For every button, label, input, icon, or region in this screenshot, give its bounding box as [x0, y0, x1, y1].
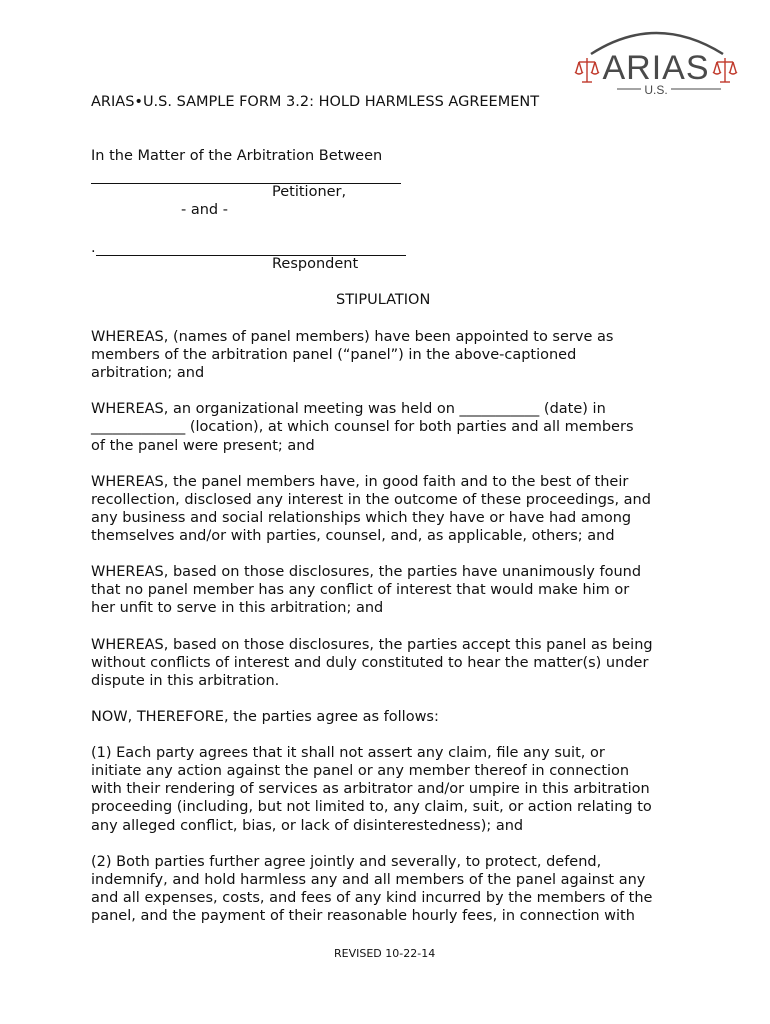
- paragraph-line: any alleged conflict, bias, or lack of disinterestedness); and: [91, 817, 524, 834]
- paragraph-line: dispute in this arbitration.: [91, 672, 280, 689]
- stipulation-body: [91, 328, 691, 943]
- paragraph-line: WHEREAS, an organizational meeting was held on ___________ (date) in: [91, 401, 606, 418]
- respondent-line-dot: .: [91, 240, 96, 256]
- paragraph-line: and all expenses, costs, and fees of any kind incurred by the members of the: [91, 889, 653, 906]
- paragraph-line: _____________ (location), at which counsel for both parties and all members: [91, 419, 634, 436]
- logo-subtext: U.S.: [644, 83, 668, 97]
- form-title: ARIAS•U.S. SAMPLE FORM 3.2: HOLD HARMLESS AGREEMENT: [91, 94, 540, 110]
- and-separator: - and -: [181, 202, 228, 218]
- revision-footer: REVISED 10-22-14: [334, 947, 436, 960]
- paragraph: [91, 473, 691, 545]
- paragraph-line: initiate any action against the panel or any member thereof in connection: [91, 763, 630, 780]
- paragraph: [91, 636, 691, 690]
- paragraph-line: without conflicts of interest and duly constituted to hear the matter(s) under: [91, 654, 649, 671]
- paragraph-line: (1) Each party agrees that it shall not assert any claim, file any suit, or: [91, 745, 605, 762]
- petitioner-label: Petitioner,: [272, 184, 347, 200]
- paragraph-line: WHEREAS, based on those disclosures, the parties have unanimously found: [91, 564, 642, 581]
- paragraph-line: arbitration; and: [91, 365, 205, 382]
- paragraph-line: themselves and/or with parties, counsel, and, as applicable, others; and: [91, 528, 615, 545]
- caption-intro: In the Matter of the Arbitration Between: [91, 148, 383, 164]
- paragraph-line: panel, and the payment of their reasonable hourly fees, in connection with: [91, 908, 635, 924]
- scales-of-justice-icon-left: [575, 58, 599, 82]
- paragraph: [91, 400, 691, 454]
- paragraph-line: of the panel were present; and: [91, 437, 315, 454]
- paragraph: [91, 744, 691, 834]
- paragraph-line: WHEREAS, (names of panel members) have been appointed to serve as: [91, 329, 614, 345]
- paragraph: [91, 563, 691, 617]
- respondent-blank-line: [96, 255, 406, 256]
- paragraph-line: WHEREAS, the panel members have, in good faith and to the best of their: [91, 473, 629, 490]
- scales-of-justice-icon-right: [713, 58, 737, 82]
- paragraph-line: NOW, THEREFORE, the parties agree as follows:: [91, 708, 439, 725]
- paragraph: [91, 853, 691, 925]
- paragraph-line: proceeding (including, but not limited to, any claim, suit, or action relating to: [91, 799, 652, 816]
- paragraph: [91, 708, 691, 726]
- paragraph-line: any business and social relationships which they have or have had among: [91, 509, 632, 526]
- petitioner-blank-line: [91, 183, 401, 184]
- paragraph-line: with their rendering of services as arbitrator and/or umpire in this arbitration: [91, 781, 650, 798]
- paragraph-line: (2) Both parties further agree jointly and severally, to protect, defend,: [91, 853, 602, 870]
- paragraph-line: indemnify, and hold harmless any and all members of the panel against any: [91, 871, 646, 888]
- stipulation-heading: STIPULATION: [336, 292, 431, 308]
- logo-wordmark: ARIAS: [602, 49, 710, 87]
- paragraph-line: that no panel member has any conflict of interest that would make him or: [91, 582, 630, 599]
- respondent-label: Respondent: [272, 256, 359, 272]
- paragraph-line: her unfit to serve in this arbitration; and: [91, 600, 384, 617]
- paragraph: [91, 328, 691, 382]
- paragraph-line: members of the arbitration panel (“panel”) in the above-captioned: [91, 347, 577, 364]
- arias-us-logo: [573, 20, 739, 102]
- paragraph-line: WHEREAS, based on those disclosures, the parties accept this panel as being: [91, 636, 653, 653]
- paragraph-line: recollection, disclosed any interest in the outcome of these proceedings, and: [91, 491, 651, 508]
